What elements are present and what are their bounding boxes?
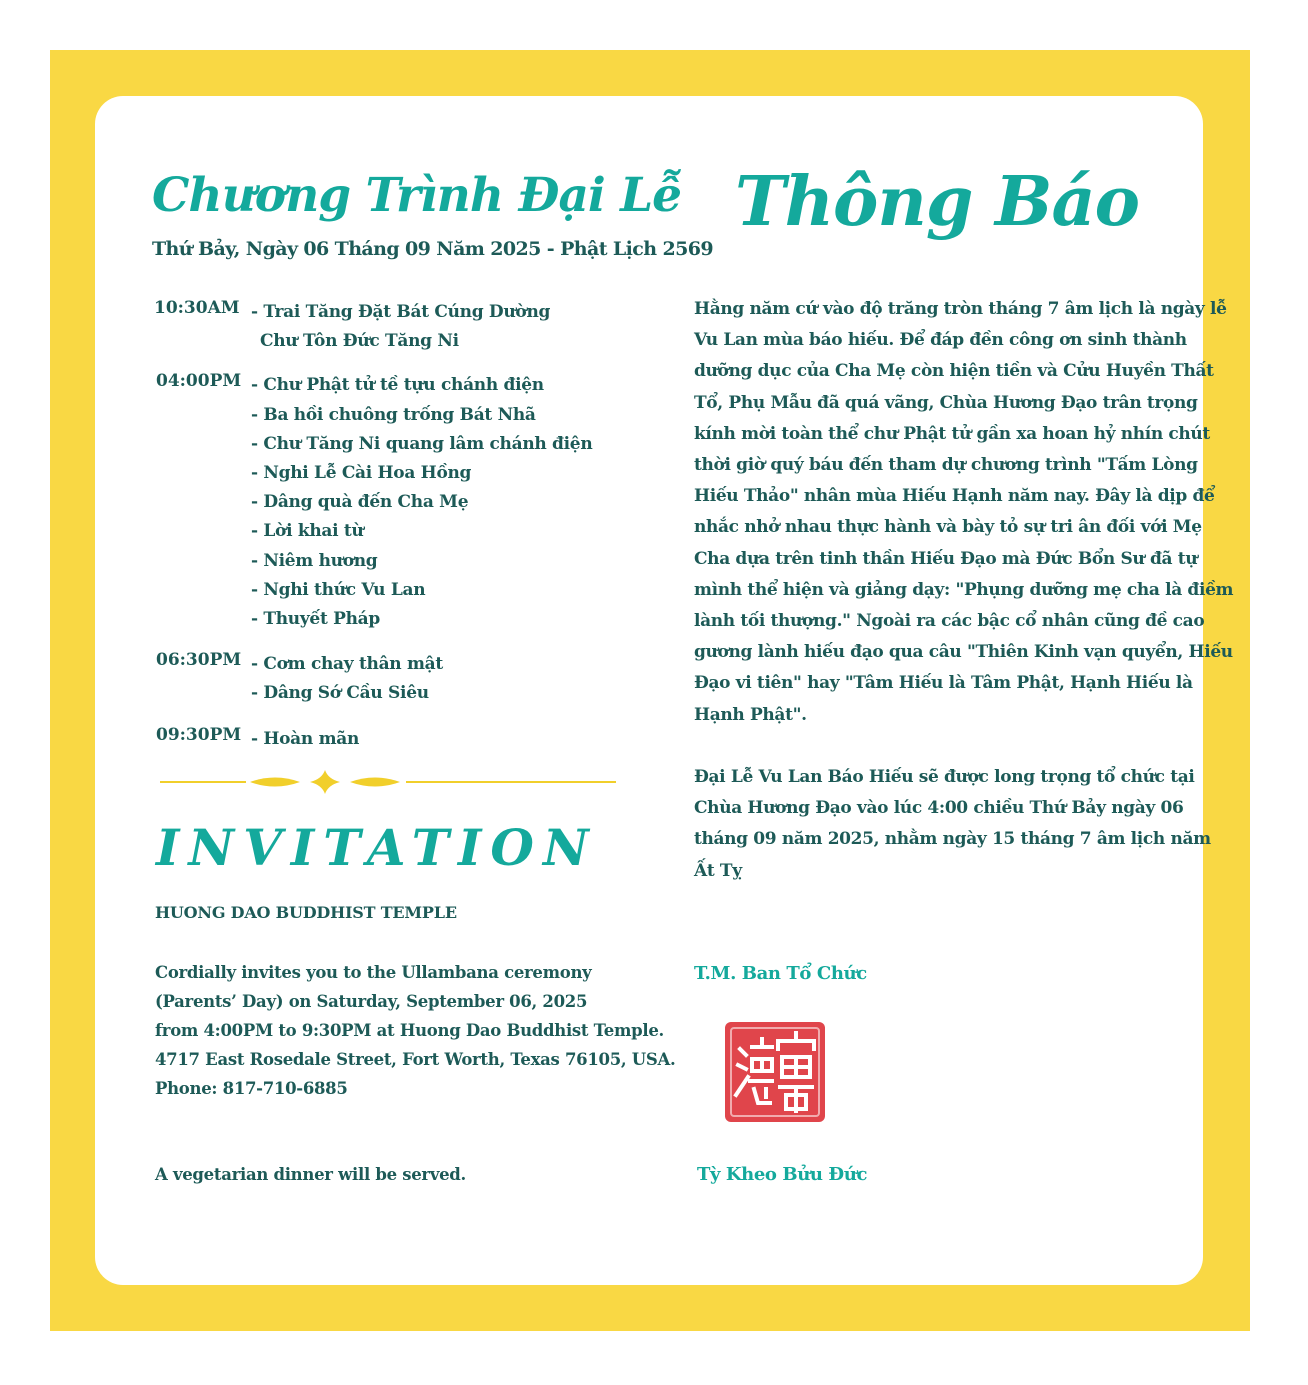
divider-leaf-right [350, 778, 400, 787]
notice-line: Hằng năm cứ vào độ trăng tròn tháng 7 âm lịch là ngày lễ [694, 299, 1227, 319]
notice-line: Đại Lễ Vu Lan Báo Hiếu sẽ được long trọng tổ chức tại [694, 767, 1195, 787]
schedule-item: - Cơm chay thân mật [251, 654, 443, 675]
schedule-item: - Trai Tăng Đặt Bát Cúng Dường [251, 302, 551, 322]
schedule-block [154, 650, 674, 708]
notice-line: Hiếu Thảo" nhân mùa Hiếu Hạnh năm nay. Đây là dịp để [694, 486, 1215, 507]
schedule-time: 06:30PM [156, 650, 242, 671]
notice-paragraph-1 [694, 294, 1234, 731]
notice-line: Hạnh Phật". [694, 704, 807, 725]
notice-line: dưỡng dục của Cha Mẹ còn hiện tiền và Cửu Huyền Thất [694, 361, 1214, 382]
schedule-time: 10:30AM [154, 298, 240, 318]
signer-organization: T.M. Ban Tổ Chức [694, 963, 867, 984]
notice-line: gương lành hiếu đạo qua câu "Thiên Kinh vạn quyển, Hiếu [694, 642, 1233, 663]
notice-line: tháng 09 năm 2025, nhằm ngày 15 tháng 7 âm lịch năm [694, 829, 1211, 850]
notice-title: Thông Báo [735, 162, 1139, 242]
notice-line: Ất Tỵ [694, 860, 742, 881]
program-date: Thứ Bảy, Ngày 06 Tháng 09 Năm 2025 - Phật Lịch 2569 [152, 238, 713, 260]
schedule-item: - Dâng Sớ Cầu Siêu [251, 683, 429, 704]
divider-leaf-left [250, 778, 300, 787]
schedule-item: - Hoàn mãn [251, 728, 360, 749]
schedule-block [154, 371, 674, 634]
notice-line: thời giờ quý báu đến tham dự chương trình "Tấm Lòng [694, 455, 1198, 476]
schedule-item: - Niêm hương [251, 550, 378, 571]
notice-line: nhắc nhở nhau thực hành và bày tỏ sự tri ân đối với Mẹ [694, 517, 1202, 538]
schedule-item: - Dâng quà đến Cha Mẹ [251, 492, 469, 513]
notice-line: Chùa Hương Đạo vào lúc 4:00 chiều Thứ Bảy ngày 06 [694, 798, 1184, 819]
notice-line: kính mời toàn thể chư Phật tử gần xa hoan hỷ nhín chút [694, 423, 1210, 444]
schedule-item: - Lời khai từ [251, 521, 364, 542]
notice-line: mình thể hiện và giảng dạy: "Phụng dưỡng mẹ cha là điềm [694, 579, 1234, 600]
invitation-line: from 4:00PM to 9:30PM at Huong Dao Buddhist Temple. [155, 1021, 664, 1040]
schedule-item: - Thuyết Pháp [251, 609, 380, 630]
notice-paragraph-2 [694, 762, 1211, 887]
invitation-title: INVITATION [156, 818, 598, 877]
notice-line: Đạo vi tiên" hay "Tâm Hiếu là Tâm Phật, Hạnh Hiếu là [694, 673, 1193, 694]
notice-line: Vu Lan mùa báo hiếu. Để đáp đền công ơn sinh thành [694, 330, 1187, 351]
schedule [154, 298, 674, 767]
invitation-line: Cordially invites you to the Ullambana ceremony [155, 963, 592, 982]
notice-line: Cha dựa trên tinh thần Hiếu Đạo mà Đức Bổn Sư đã tự [694, 548, 1198, 569]
invitation-line: 4717 East Rosedale Street, Fort Worth, Texas 76105, USA. [155, 1050, 676, 1069]
schedule-item: - Ba hồi chuông trống Bát Nhã [251, 404, 536, 425]
ornament-divider [160, 768, 616, 796]
schedule-item: - Nghi Lễ Cài Hoa Hồng [251, 463, 472, 484]
schedule-item: - Nghi thức Vu Lan [251, 579, 426, 600]
schedule-time: 09:30PM [156, 724, 242, 745]
schedule-block [154, 298, 674, 356]
schedule-time: 04:00PM [156, 371, 242, 392]
dinner-note: A vegetarian dinner will be served. [155, 1165, 466, 1184]
red-seal-icon [722, 1019, 828, 1125]
schedule-item: Chư Tôn Đức Tăng Ni [260, 331, 459, 352]
invitation-line: Phone: 817-710-6885 [155, 1079, 348, 1098]
program-title: Chương Trình Đại Lễ [152, 168, 682, 223]
invitation-line: (Parents’ Day) on Saturday, September 06, 2025 [155, 992, 588, 1011]
notice-line: lành tối thượng." Ngoài ra các bậc cổ nhân cũng đề cao [694, 611, 1205, 632]
invitation-body [155, 958, 675, 1103]
signer-name: Tỳ Kheo Bửu Đức [697, 1164, 868, 1185]
divider-star [310, 770, 340, 794]
schedule-item: - Chư Tăng Ni quang lâm chánh điện [251, 433, 593, 454]
schedule-item: - Chư Phật tử tề tựu chánh điện [251, 375, 544, 396]
schedule-block [154, 725, 674, 754]
notice-line: Tổ, Phụ Mẫu đã quá vãng, Chùa Hương Đạo trân trọng [694, 392, 1198, 413]
temple-name: HUONG DAO BUDDHIST TEMPLE [155, 903, 457, 922]
